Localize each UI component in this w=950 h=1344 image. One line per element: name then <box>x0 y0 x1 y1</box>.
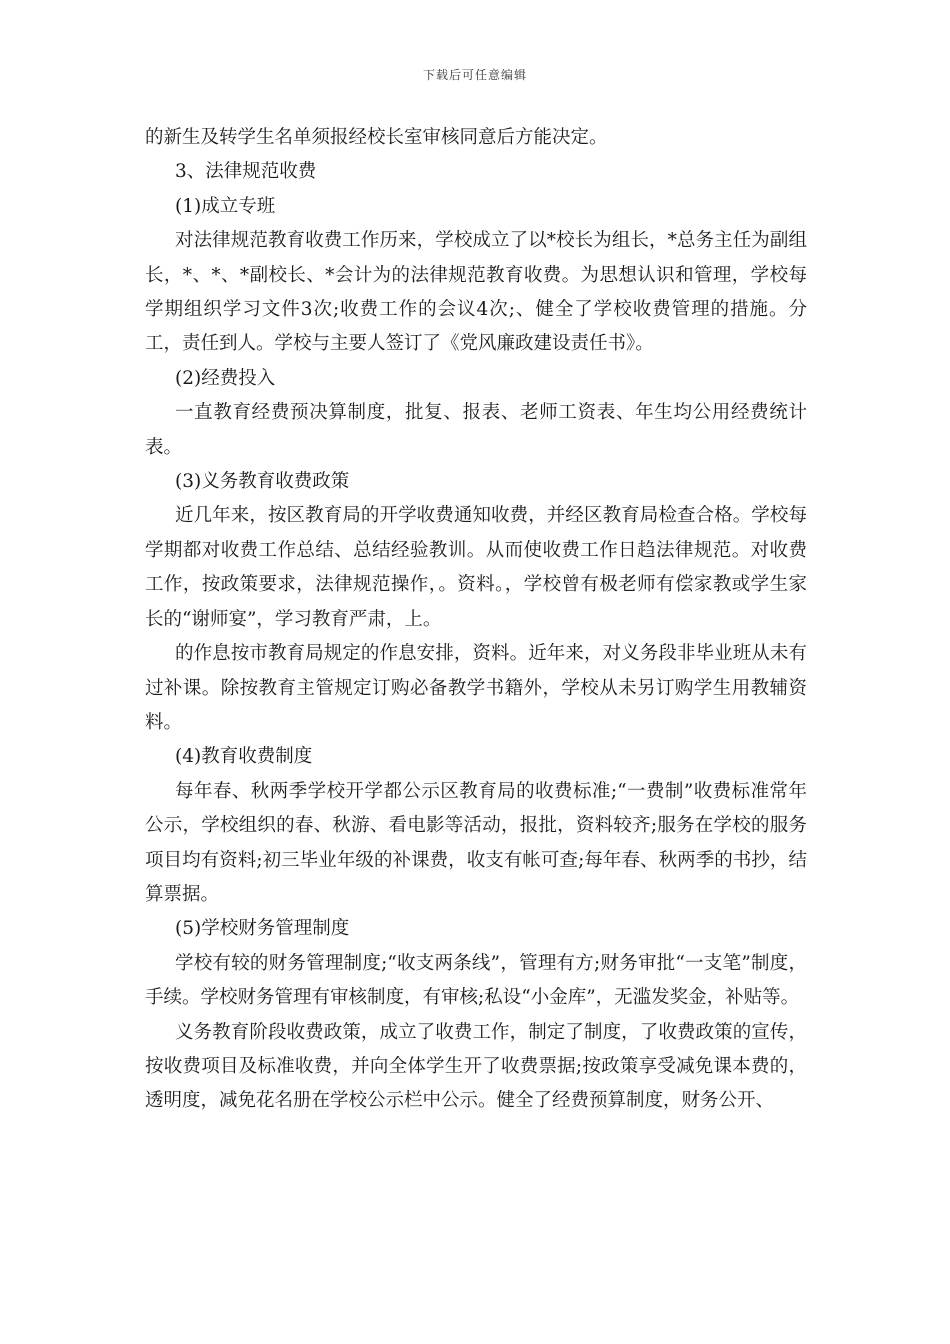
section-heading: 3、法律规范收费 <box>175 161 317 183</box>
paragraph: 一直教育经费预决算制度，批复、报表、老师工资表、年生均公用经费统计表。 <box>145 402 807 458</box>
paragraph: 每年春、秋两季学校开学都公示区教育局的收费标准;“一费制”收费标准常年公示，学校组织的春、秋游、看电影等活动，报批，资料较齐;服务在学校的服务项目均有资料;初三毕业年级的补课费，收支有帐可查;每年春、秋两季的书抄，结算票据。 <box>145 780 807 905</box>
paragraph: 义务教育阶段收费政策，成立了收费工作，制定了制度，了收费政策的宣传，按收费项目及标准收费，并向全体学生开了收费票据;按政策享受减免课本费的，透明度，减免花名册在学校公示栏中公示。健全了经费预算制度，财务公开、 <box>145 1021 807 1112</box>
subsection-heading: (3)义务教育收费政策 <box>175 471 350 493</box>
paragraph: 的新生及转学生名单须报经校长室审核同意后方能决定。 <box>145 127 608 148</box>
paragraph: 学校有较的财务管理制度;“收支两条线”，管理有方;财务审批“一支笔”制度，手续。学校财务管理有审核制度，有审核;私设“小金库”，无滥发奖金，补贴等。 <box>145 952 807 1009</box>
subsection-heading: (4)教育收费制度 <box>175 746 313 768</box>
document-body <box>145 121 807 1119</box>
paragraph: 对法律规范教育收费工作历来，学校成立了以*校长为组长，*总务主任为副组长，*、*、*副校长、*会计为的法律规范教育收费。为思想认识和管理，学校每学期组织学习文件3次;收费工作的会议4次;、健全了学校收费管理的措施。分工，责任到人。学校与主要人签订了《党风廉政建设责任书》。 <box>145 230 807 355</box>
subsection-heading: (2)经费投入 <box>175 367 276 389</box>
subsection-heading: (1)成立专班 <box>175 195 276 217</box>
paragraph: 的作息按市教育局规定的作息安排，资料。近年来，对义务段非毕业班从未有过补课。除按教育主管规定订购必备教学书籍外，学校从未另订购学生用教辅资料。 <box>145 643 807 733</box>
page-header: 下载后可任意编辑 <box>422 68 527 82</box>
paragraph: 近几年来，按区教育局的开学收费通知收费，并经区教育局检查合格。学校每学期都对收费工作总结、总结经验教训。从而使收费工作日趋法律规范。对收费工作，按政策要求，法律规范操作，。资料。，学校曾有极老师有偿家教或学生家长的“谢师宴”，学习教育严肃，上。 <box>145 505 807 630</box>
subsection-heading: (5)学校财务管理制度 <box>175 918 350 940</box>
